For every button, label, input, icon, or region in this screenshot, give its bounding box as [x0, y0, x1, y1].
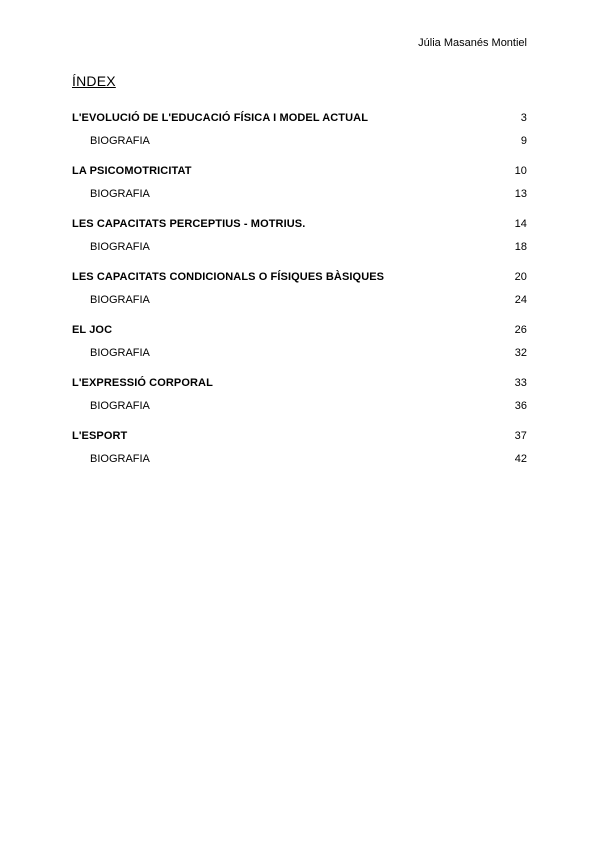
toc-entry[interactable]: [72, 319, 527, 342]
toc-subentry-title: BIOGRAFIA: [90, 188, 150, 200]
toc-subentry-page: 24: [514, 294, 527, 306]
toc-entry-title: L'EXPRESSIÓ CORPORAL: [72, 377, 213, 389]
toc-subentry-page: 32: [514, 347, 527, 359]
toc-entry-title: EL JOC: [72, 324, 113, 336]
toc-entry-page: 33: [514, 377, 527, 389]
toc-entry[interactable]: [72, 107, 527, 130]
toc-entry-title: LES CAPACITATS CONDICIONALS O FÍSIQUES BÀSIQUES: [72, 271, 385, 283]
toc-entry[interactable]: [72, 372, 527, 395]
toc-entry[interactable]: [72, 213, 527, 236]
toc-subentry[interactable]: [72, 289, 527, 312]
toc-entry[interactable]: [72, 160, 527, 183]
toc-entry-page: 26: [514, 324, 527, 336]
toc-entry-page: 3: [520, 112, 527, 124]
toc-section: [72, 372, 527, 418]
toc-subentry-page: 36: [514, 400, 527, 412]
toc-entry-title: LA PSICOMOTRICITAT: [72, 165, 192, 177]
toc-entry-title: LES CAPACITATS PERCEPTIUS - MOTRIUS.: [72, 218, 306, 230]
toc-subentry-page: 42: [514, 453, 527, 465]
index-title: ÍNDEX: [72, 73, 116, 89]
toc-entry[interactable]: [72, 425, 527, 448]
toc-subentry-title: BIOGRAFIA: [90, 347, 150, 359]
toc-section: [72, 213, 527, 259]
toc-subentry-page: 13: [514, 188, 527, 200]
toc-section: [72, 425, 527, 471]
toc-section: [72, 266, 527, 312]
table-of-contents: [72, 107, 527, 471]
toc-entry-page: 14: [514, 218, 527, 230]
toc-subentry[interactable]: [72, 236, 527, 259]
toc-subentry-title: BIOGRAFIA: [90, 294, 150, 306]
toc-subentry[interactable]: [72, 448, 527, 471]
toc-subentry[interactable]: [72, 130, 527, 153]
toc-subentry-title: BIOGRAFIA: [90, 453, 150, 465]
toc-section: [72, 319, 527, 365]
toc-subentry-title: BIOGRAFIA: [90, 400, 150, 412]
toc-subentry[interactable]: [72, 183, 527, 206]
toc-subentry-title: BIOGRAFIA: [90, 241, 150, 253]
header-author: Júlia Masanés Montiel: [418, 37, 527, 49]
toc-entry-title: L'EVOLUCIÓ DE L'EDUCACIÓ FÍSICA I MODEL ACTUAL: [72, 112, 369, 124]
toc-entry-page: 37: [514, 430, 527, 442]
toc-section: [72, 107, 527, 153]
toc-section: [72, 160, 527, 206]
toc-entry[interactable]: [72, 266, 527, 289]
toc-entry-page: 20: [514, 271, 527, 283]
toc-entry-title: L'ESPORT: [72, 430, 128, 442]
toc-entry-page: 10: [514, 165, 527, 177]
toc-subentry-page: 9: [520, 135, 527, 147]
toc-subentry-page: 18: [514, 241, 527, 253]
toc-subentry[interactable]: [72, 395, 527, 418]
toc-subentry[interactable]: [72, 342, 527, 365]
toc-subentry-title: BIOGRAFIA: [90, 135, 150, 147]
